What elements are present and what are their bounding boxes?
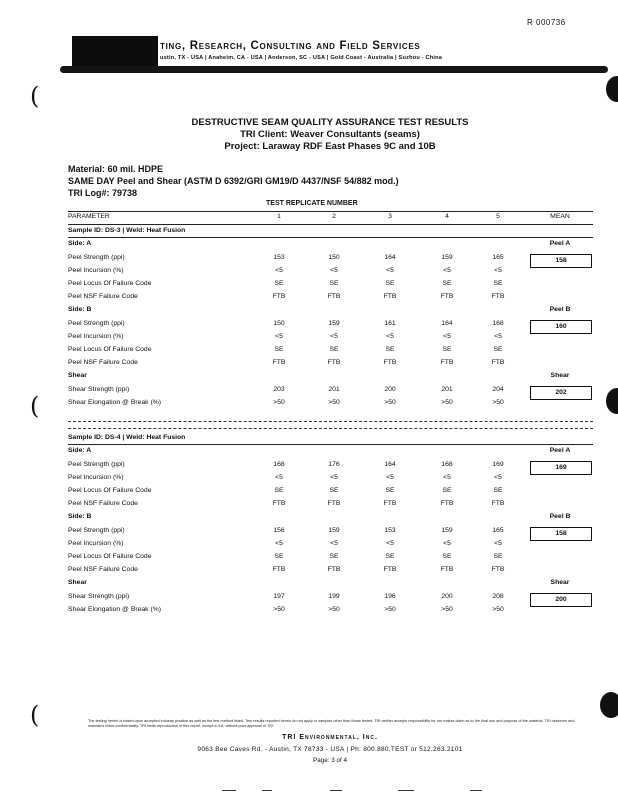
value-cell: <5: [443, 474, 451, 481]
side-tag: Peel A: [549, 447, 571, 454]
value-cell: FTB: [383, 566, 397, 573]
value-cell: <5: [386, 540, 394, 547]
value-cell: 153: [273, 254, 285, 261]
binder-hole: [600, 692, 618, 718]
value-cell: 201: [441, 386, 453, 393]
param-label: Peel Strength (ppi): [68, 320, 125, 327]
value-cell: FTB: [491, 293, 505, 300]
param-label: Peel NSF Failure Code: [68, 566, 138, 573]
value-cell: 197: [273, 593, 285, 600]
value-cell: <5: [275, 267, 283, 274]
value-cell: FTB: [383, 359, 397, 366]
binder-hole: [606, 388, 618, 414]
value-cell: 169: [492, 461, 504, 468]
tri-log: TRI Log#: 79738: [68, 188, 138, 198]
binder-hole: [606, 76, 618, 102]
value-cell: FTB: [440, 359, 454, 366]
replicate-header: TEST REPLICATE NUMBER: [266, 200, 358, 207]
value-cell: 203: [273, 386, 285, 393]
value-cell: SE: [493, 487, 503, 494]
company-tagline: ting, Research, Consulting and Field Services: [160, 40, 421, 52]
param-label: Shear Elongation @ Break (%): [68, 399, 162, 406]
value-cell: >50: [328, 399, 340, 406]
side-label: Side: A: [68, 447, 92, 454]
value-cell: >50: [384, 606, 396, 613]
value-cell: <5: [330, 474, 338, 481]
value-cell: <5: [330, 333, 338, 340]
punch-hole-mark: (: [30, 82, 40, 110]
value-cell: 168: [273, 461, 285, 468]
scan-artifact: [222, 790, 236, 791]
param-label: Peel Locus Of Failure Code: [68, 280, 152, 287]
col-1: 1: [277, 213, 281, 220]
value-cell: 176: [328, 461, 340, 468]
value-cell: SE: [442, 553, 452, 560]
value-cell: SE: [385, 280, 395, 287]
param-label: Peel Strength (ppi): [68, 527, 125, 534]
value-cell: FTB: [383, 500, 397, 507]
value-cell: 153: [384, 527, 396, 534]
value-cell: 196: [384, 593, 396, 600]
punch-hole-mark: (: [30, 392, 40, 420]
value-cell: <5: [443, 333, 451, 340]
mean-value: 200: [530, 593, 592, 607]
value-cell: <5: [386, 474, 394, 481]
param-label: Peel Strength (ppi): [68, 254, 125, 261]
value-cell: <5: [386, 333, 394, 340]
value-cell: FTB: [440, 566, 454, 573]
value-cell: 204: [492, 386, 504, 393]
value-cell: SE: [329, 487, 339, 494]
value-cell: SE: [442, 487, 452, 494]
value-cell: >50: [328, 606, 340, 613]
report-client: TRI Client: Weaver Consultants (seams): [240, 129, 420, 140]
col-5: 5: [496, 213, 500, 220]
table-rule: [68, 224, 593, 225]
value-cell: 164: [384, 254, 396, 261]
value-cell: 150: [328, 254, 340, 261]
value-cell: SE: [385, 553, 395, 560]
value-cell: FTB: [327, 293, 341, 300]
value-cell: 168: [441, 461, 453, 468]
value-cell: >50: [441, 606, 453, 613]
value-cell: >50: [273, 399, 285, 406]
value-cell: FTB: [440, 293, 454, 300]
table-rule: [68, 444, 593, 445]
col-mean: MEAN: [550, 213, 570, 220]
value-cell: SE: [493, 280, 503, 287]
param-label: Peel NSF Failure Code: [68, 293, 138, 300]
report-project: Project: Laraway RDF East Phases 9C and 10B: [224, 141, 436, 152]
value-cell: FTB: [272, 566, 286, 573]
param-label: Shear Strength (ppi): [68, 386, 130, 393]
value-cell: FTB: [272, 293, 286, 300]
value-cell: 159: [441, 254, 453, 261]
bates-number: R 000736: [527, 18, 566, 27]
table-rule: [68, 211, 593, 212]
value-cell: <5: [275, 333, 283, 340]
company-locations: ustin, TX - USA | Anaheim, CA - USA | Anderson, SC - USA | Gold Coast - Australia | Suzhou - China: [160, 55, 443, 61]
value-cell: FTB: [272, 500, 286, 507]
param-label: Peel Locus Of Failure Code: [68, 487, 152, 494]
side-label: Side: A: [68, 240, 92, 247]
shear-tag: Shear: [550, 579, 570, 586]
value-cell: 200: [384, 386, 396, 393]
side-tag: Peel A: [549, 240, 571, 247]
value-cell: >50: [273, 606, 285, 613]
value-cell: FTB: [383, 293, 397, 300]
value-cell: 164: [384, 461, 396, 468]
value-cell: SE: [329, 346, 339, 353]
header-rule: [60, 66, 608, 73]
value-cell: >50: [384, 399, 396, 406]
param-label: Shear Elongation @ Break (%): [68, 606, 162, 613]
material: Material: 60 mil. HDPE: [68, 164, 164, 174]
value-cell: <5: [494, 474, 502, 481]
side-tag: Peel B: [549, 306, 571, 313]
param-label: Peel Locus Of Failure Code: [68, 553, 152, 560]
value-cell: >50: [492, 399, 504, 406]
value-cell: 200: [441, 593, 453, 600]
value-cell: SE: [329, 553, 339, 560]
value-cell: SE: [274, 280, 284, 287]
value-cell: FTB: [327, 359, 341, 366]
scan-artifact: [470, 790, 482, 791]
value-cell: <5: [275, 540, 283, 547]
value-cell: <5: [494, 540, 502, 547]
value-cell: 159: [328, 527, 340, 534]
param-label: Shear Strength (ppi): [68, 593, 130, 600]
col-3: 3: [388, 213, 392, 220]
value-cell: FTB: [491, 359, 505, 366]
value-cell: 165: [492, 527, 504, 534]
report-title: DESTRUCTIVE SEAM QUALITY ASSURANCE TEST RESULTS: [191, 117, 469, 128]
param-label: Peel NSF Failure Code: [68, 500, 138, 507]
value-cell: SE: [442, 346, 452, 353]
section-divider: [68, 428, 593, 429]
page-number: Page: 3 of 4: [313, 757, 347, 764]
scan-artifact: [330, 790, 342, 791]
section-divider: [68, 421, 593, 422]
mean-value: 160: [530, 320, 592, 334]
value-cell: FTB: [440, 500, 454, 507]
param-label: Peel Incursion (%): [68, 267, 124, 274]
value-cell: 199: [328, 593, 340, 600]
value-cell: 164: [441, 320, 453, 327]
mean-value: 202: [530, 386, 592, 400]
shear-label: Shear: [68, 579, 87, 586]
value-cell: 168: [492, 320, 504, 327]
mean-value: 158: [530, 527, 592, 541]
value-cell: <5: [494, 267, 502, 274]
value-cell: <5: [386, 267, 394, 274]
value-cell: >50: [441, 399, 453, 406]
value-cell: >50: [492, 606, 504, 613]
value-cell: FTB: [272, 359, 286, 366]
disclaimer: The testing herein is based upon accepted industry practice as well as the test method listed. Test results reported herein do not apply to samples other than those tested. TRI neither accepts responsibility for nor makes claim as to the final use and purpose of the material. TRI observes and maintains client confidentiality. TRI limits reproduction of this report, except in full, without prior approval of TRI.: [88, 719, 575, 728]
value-cell: <5: [330, 540, 338, 547]
value-cell: SE: [442, 280, 452, 287]
test-method: SAME DAY Peel and Shear (ASTM D 6392/GRI GM19/D 4437/NSF 54/882 mod.): [68, 176, 399, 186]
param-label: Peel Incursion (%): [68, 474, 124, 481]
scan-artifact: [398, 790, 414, 791]
value-cell: SE: [329, 280, 339, 287]
param-label: Peel Strength (ppi): [68, 461, 125, 468]
side-label: Side: B: [68, 306, 92, 313]
value-cell: SE: [385, 346, 395, 353]
sample-title: Sample ID: DS-3 | Weld: Heat Fusion: [68, 227, 186, 234]
value-cell: SE: [493, 346, 503, 353]
footer-address: 9063 Bee Caves Rd. - Austin, TX 78733 - USA | Ph: 800.880.TEST or 512.263.2101: [197, 746, 463, 753]
param-label: Peel Incursion (%): [68, 333, 124, 340]
value-cell: 159: [328, 320, 340, 327]
punch-hole-mark: (: [30, 701, 40, 729]
col-parameter: PARAMETER: [68, 213, 110, 220]
value-cell: 208: [492, 593, 504, 600]
side-label: Side: B: [68, 513, 92, 520]
value-cell: <5: [275, 474, 283, 481]
value-cell: <5: [443, 267, 451, 274]
value-cell: <5: [330, 267, 338, 274]
mean-value: 158: [530, 254, 592, 268]
value-cell: SE: [493, 553, 503, 560]
side-tag: Peel B: [549, 513, 571, 520]
param-label: Peel Locus Of Failure Code: [68, 346, 152, 353]
shear-tag: Shear: [550, 372, 570, 379]
value-cell: SE: [274, 487, 284, 494]
param-label: Peel Incursion (%): [68, 540, 124, 547]
value-cell: 161: [384, 320, 396, 327]
company-logo: [72, 36, 158, 70]
value-cell: FTB: [491, 500, 505, 507]
shear-label: Shear: [68, 372, 87, 379]
value-cell: FTB: [327, 566, 341, 573]
value-cell: 159: [441, 527, 453, 534]
value-cell: SE: [385, 487, 395, 494]
value-cell: SE: [274, 553, 284, 560]
value-cell: 156: [273, 527, 285, 534]
value-cell: <5: [443, 540, 451, 547]
value-cell: <5: [494, 333, 502, 340]
value-cell: 150: [273, 320, 285, 327]
mean-value: 169: [530, 461, 592, 475]
param-label: Peel NSF Failure Code: [68, 359, 138, 366]
scan-artifact: [262, 790, 272, 791]
sample-title: Sample ID: DS-4 | Weld: Heat Fusion: [68, 434, 186, 441]
value-cell: FTB: [327, 500, 341, 507]
footer-company: TRI Environmental, Inc.: [282, 734, 378, 741]
value-cell: 201: [328, 386, 340, 393]
col-4: 4: [445, 213, 449, 220]
value-cell: FTB: [491, 566, 505, 573]
value-cell: 165: [492, 254, 504, 261]
col-2: 2: [332, 213, 336, 220]
value-cell: SE: [274, 346, 284, 353]
table-rule: [68, 237, 593, 238]
